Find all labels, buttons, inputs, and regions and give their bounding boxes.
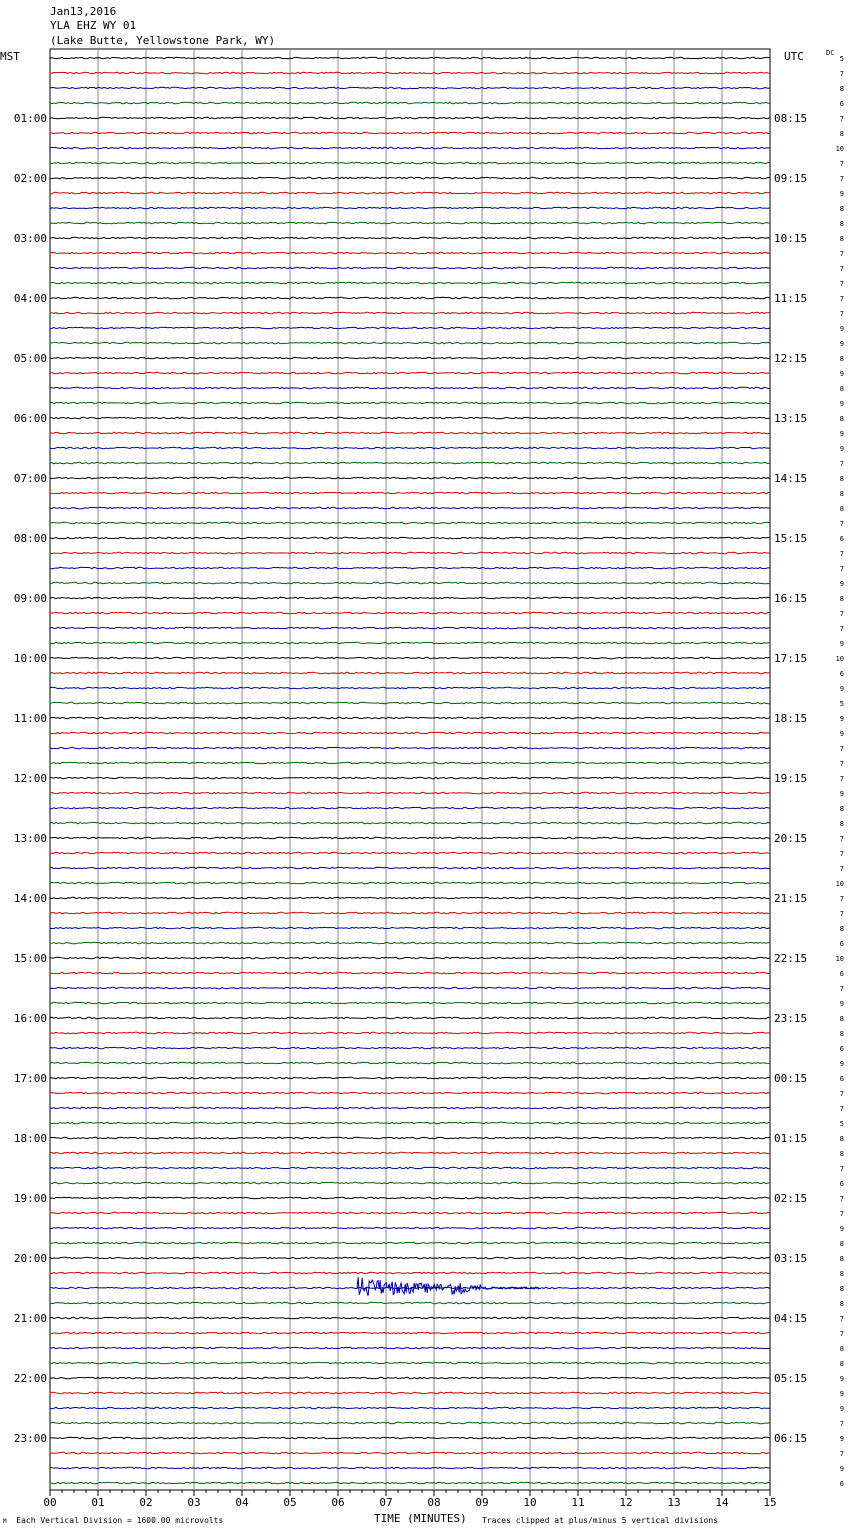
trace-19 bbox=[50, 342, 770, 344]
dc-offset-label: 8 bbox=[839, 205, 844, 213]
dc-offset-label: 8 bbox=[839, 595, 844, 603]
dc-offset-label: 8 bbox=[839, 505, 844, 513]
dc-offset-label: 7 bbox=[839, 1450, 844, 1458]
dc-offset-label: 9 bbox=[839, 580, 844, 588]
utc-hour-label: 23:15 bbox=[774, 1012, 808, 1025]
trace-64 bbox=[50, 1017, 770, 1019]
mst-hour-label: 05:00 bbox=[13, 352, 47, 365]
trace-92 bbox=[50, 1437, 770, 1439]
trace-41 bbox=[50, 672, 770, 674]
dc-offset-label: 6 bbox=[839, 670, 844, 678]
trace-63 bbox=[50, 1002, 770, 1004]
x-tick-label: 01 bbox=[91, 1496, 105, 1509]
dc-offset-label: 9 bbox=[839, 640, 844, 648]
mst-hour-label: 12:00 bbox=[13, 772, 47, 785]
trace-24 bbox=[50, 417, 770, 419]
dc-offset-label: 7 bbox=[839, 520, 844, 528]
x-tick-label: 09 bbox=[475, 1496, 489, 1509]
trace-18 bbox=[50, 327, 770, 329]
dc-offset-label: 9 bbox=[839, 190, 844, 198]
trace-74 bbox=[50, 1167, 770, 1169]
x-tick-label: 12 bbox=[619, 1496, 633, 1509]
trace-5 bbox=[50, 132, 770, 134]
dc-offset-label: 8 bbox=[839, 1300, 844, 1308]
x-tick-label: 11 bbox=[571, 1496, 585, 1509]
dc-offset-label: 8 bbox=[839, 1360, 844, 1368]
mst-hour-label: 22:00 bbox=[13, 1372, 47, 1385]
utc-hour-label: 19:15 bbox=[774, 772, 808, 785]
dc-offset-label: 8 bbox=[839, 220, 844, 228]
dc-offset-label: 8 bbox=[839, 1030, 844, 1038]
trace-60 bbox=[50, 957, 770, 959]
x-tick-label: 03 bbox=[187, 1496, 201, 1509]
trace-1 bbox=[50, 72, 770, 74]
trace-77 bbox=[50, 1212, 770, 1214]
utc-hour-label: 00:15 bbox=[774, 1072, 808, 1085]
trace-3 bbox=[50, 102, 770, 104]
dc-offset-label: 7 bbox=[839, 265, 844, 273]
dc-offset-label: 10 bbox=[835, 145, 844, 153]
trace-94 bbox=[50, 1467, 770, 1469]
dc-offset-label: 7 bbox=[839, 1330, 844, 1338]
dc-offset-label: 7 bbox=[839, 70, 844, 78]
dc-offset-label: 8 bbox=[839, 1285, 844, 1293]
trace-52 bbox=[50, 837, 770, 839]
trace-66 bbox=[50, 1047, 770, 1049]
x-tick-label: 04 bbox=[235, 1496, 249, 1509]
dc-offset-label: 6 bbox=[839, 535, 844, 543]
trace-68 bbox=[50, 1077, 770, 1079]
right-timezone-label: UTC bbox=[784, 50, 804, 63]
trace-87 bbox=[50, 1362, 770, 1364]
trace-83 bbox=[50, 1302, 770, 1304]
dc-offset-label: 7 bbox=[839, 1420, 844, 1428]
trace-73 bbox=[50, 1152, 770, 1154]
dc-offset-label: 7 bbox=[839, 1315, 844, 1323]
dc-offset-label: 7 bbox=[839, 175, 844, 183]
dc-offset-label: 7 bbox=[839, 865, 844, 873]
trace-67 bbox=[50, 1062, 770, 1064]
x-tick-label: 07 bbox=[379, 1496, 393, 1509]
trace-23 bbox=[50, 402, 770, 404]
trace-47 bbox=[50, 762, 770, 764]
trace-65 bbox=[50, 1032, 770, 1034]
mst-hour-label: 08:00 bbox=[13, 532, 47, 545]
trace-79 bbox=[50, 1242, 770, 1244]
trace-56 bbox=[50, 897, 770, 899]
trace-69 bbox=[50, 1092, 770, 1094]
utc-hour-label: 03:15 bbox=[774, 1252, 808, 1265]
trace-54 bbox=[50, 867, 770, 869]
dc-offset-label: 9 bbox=[839, 400, 844, 408]
trace-9 bbox=[50, 192, 770, 194]
dc-offset-label: 8 bbox=[839, 1150, 844, 1158]
mst-hour-label: 03:00 bbox=[13, 232, 47, 245]
mst-hour-label: 18:00 bbox=[13, 1132, 47, 1145]
mst-hour-label: 13:00 bbox=[13, 832, 47, 845]
dc-offset-label: 8 bbox=[839, 805, 844, 813]
x-axis-label: TIME (MINUTES) bbox=[374, 1512, 467, 1525]
trace-34 bbox=[50, 567, 770, 569]
dc-offset-label: 6 bbox=[839, 1045, 844, 1053]
trace-76 bbox=[50, 1197, 770, 1199]
mst-hour-label: 16:00 bbox=[13, 1012, 47, 1025]
utc-hour-label: 12:15 bbox=[774, 352, 808, 365]
trace-39 bbox=[50, 642, 770, 644]
dc-offset-label: 9 bbox=[839, 790, 844, 798]
dc-offset-label: 7 bbox=[839, 610, 844, 618]
dc-offset-label: 10 bbox=[835, 655, 844, 663]
dc-offset-label: 8 bbox=[839, 1240, 844, 1248]
trace-53 bbox=[50, 852, 770, 854]
trace-75 bbox=[50, 1182, 770, 1184]
utc-hour-label: 22:15 bbox=[774, 952, 808, 965]
dc-offset-label: 9 bbox=[839, 715, 844, 723]
mst-hour-label: 11:00 bbox=[13, 712, 47, 725]
utc-hour-label: 13:15 bbox=[774, 412, 808, 425]
trace-15 bbox=[50, 282, 770, 284]
utc-hour-label: 15:15 bbox=[774, 532, 808, 545]
dc-offset-header: DC bbox=[826, 49, 835, 57]
utc-hour-label: 17:15 bbox=[774, 652, 808, 665]
trace-31 bbox=[50, 522, 770, 524]
utc-hour-label: 06:15 bbox=[774, 1432, 808, 1445]
dc-offset-label: 9 bbox=[839, 1060, 844, 1068]
trace-59 bbox=[50, 942, 770, 944]
dc-offset-label: 7 bbox=[839, 1210, 844, 1218]
dc-offset-label: 5 bbox=[839, 700, 844, 708]
trace-40 bbox=[50, 657, 770, 659]
dc-offset-label: 7 bbox=[839, 1195, 844, 1203]
trace-88 bbox=[50, 1377, 770, 1379]
trace-33 bbox=[50, 552, 770, 554]
trace-10 bbox=[50, 207, 770, 209]
dc-offset-label: 7 bbox=[839, 745, 844, 753]
clipping-note: Traces clipped at plus/minus 5 vertical divisions bbox=[482, 1516, 719, 1525]
trace-70 bbox=[50, 1107, 770, 1109]
dc-offset-label: 6 bbox=[839, 970, 844, 978]
dc-offset-label: 7 bbox=[839, 985, 844, 993]
utc-hour-label: 21:15 bbox=[774, 892, 808, 905]
mst-hour-label: 23:00 bbox=[13, 1432, 47, 1445]
dc-offset-label: 8 bbox=[839, 1345, 844, 1353]
dc-offset-label: 8 bbox=[839, 475, 844, 483]
dc-offset-label: 8 bbox=[839, 85, 844, 93]
trace-27 bbox=[50, 462, 770, 464]
utc-hour-label: 02:15 bbox=[774, 1192, 808, 1205]
dc-offset-label: 9 bbox=[839, 370, 844, 378]
trace-86 bbox=[50, 1347, 770, 1349]
x-tick-label: 06 bbox=[331, 1496, 345, 1509]
mst-hour-label: 15:00 bbox=[13, 952, 47, 965]
trace-42 bbox=[50, 687, 770, 689]
mst-hour-label: 19:00 bbox=[13, 1192, 47, 1205]
dc-offset-label: 7 bbox=[839, 910, 844, 918]
dc-offset-label: 9 bbox=[839, 445, 844, 453]
trace-22 bbox=[50, 387, 770, 389]
mst-hour-label: 04:00 bbox=[13, 292, 47, 305]
dc-offset-label: 7 bbox=[839, 760, 844, 768]
dc-offset-label: 9 bbox=[839, 1375, 844, 1383]
trace-38 bbox=[50, 627, 770, 629]
trace-89 bbox=[50, 1392, 770, 1394]
trace-57 bbox=[50, 912, 770, 914]
vertical-division-note bbox=[3, 1516, 223, 1525]
dc-offset-label: 5 bbox=[839, 55, 844, 63]
trace-32 bbox=[50, 537, 770, 539]
station-code: YLA EHZ WY 01 bbox=[50, 19, 137, 32]
dc-offset-label: 9 bbox=[839, 1435, 844, 1443]
dc-offset-label: 7 bbox=[839, 625, 844, 633]
x-tick-label: 08 bbox=[427, 1496, 441, 1509]
trace-11 bbox=[50, 222, 770, 224]
mst-hour-label: 07:00 bbox=[13, 472, 47, 485]
trace-35 bbox=[50, 582, 770, 584]
dc-offset-label: 8 bbox=[839, 355, 844, 363]
utc-hour-label: 18:15 bbox=[774, 712, 808, 725]
utc-hour-label: 09:15 bbox=[774, 172, 808, 185]
trace-17 bbox=[50, 312, 770, 314]
trace-16 bbox=[50, 297, 770, 299]
dc-offset-label: 7 bbox=[839, 895, 844, 903]
x-tick-label: 02 bbox=[139, 1496, 153, 1509]
left-timezone-label: MST bbox=[0, 50, 20, 63]
dc-offset-label: 7 bbox=[839, 160, 844, 168]
mst-hour-label: 21:00 bbox=[13, 1312, 47, 1325]
dc-offset-label: 9 bbox=[839, 730, 844, 738]
trace-29 bbox=[50, 492, 770, 494]
utc-hour-label: 08:15 bbox=[774, 112, 808, 125]
trace-50 bbox=[50, 807, 770, 809]
trace-43 bbox=[50, 702, 770, 704]
dc-offset-label: 7 bbox=[839, 280, 844, 288]
trace-93 bbox=[50, 1452, 770, 1454]
trace-51 bbox=[50, 822, 770, 824]
trace-55 bbox=[50, 882, 770, 884]
trace-26 bbox=[50, 447, 770, 449]
dc-offset-label: 7 bbox=[839, 115, 844, 123]
utc-hour-label: 14:15 bbox=[774, 472, 808, 485]
mst-hour-label: 20:00 bbox=[13, 1252, 47, 1265]
trace-49 bbox=[50, 792, 770, 794]
dc-offset-label: 7 bbox=[839, 295, 844, 303]
utc-hour-label: 05:15 bbox=[774, 1372, 808, 1385]
mst-hour-label: 10:00 bbox=[13, 652, 47, 665]
trace-84 bbox=[50, 1317, 770, 1319]
mst-hour-label: 06:00 bbox=[13, 412, 47, 425]
dc-offset-label: 6 bbox=[839, 1180, 844, 1188]
dc-offset-label: 8 bbox=[839, 1015, 844, 1023]
utc-hour-label: 20:15 bbox=[774, 832, 808, 845]
dc-offset-label: 8 bbox=[839, 1135, 844, 1143]
dc-offset-label: 9 bbox=[839, 1225, 844, 1233]
dc-offset-label: 7 bbox=[839, 310, 844, 318]
dc-offset-label: 10 bbox=[835, 955, 844, 963]
trace-7 bbox=[50, 162, 770, 164]
dc-offset-label: 6 bbox=[839, 1075, 844, 1083]
station-location: (Lake Butte, Yellowstone Park, WY) bbox=[50, 34, 276, 47]
vertical-division-text: Each Vertical Division = 1600.00 microvolts bbox=[16, 1516, 224, 1525]
trace-61 bbox=[50, 972, 770, 974]
mst-hour-label: 09:00 bbox=[13, 592, 47, 605]
x-tick-label: 10 bbox=[523, 1496, 537, 1509]
trace-28 bbox=[50, 477, 770, 479]
utc-hour-label: 16:15 bbox=[774, 592, 808, 605]
seismic-event-waveform bbox=[357, 1277, 539, 1295]
dc-offset-label: 7 bbox=[839, 1105, 844, 1113]
dc-offset-label: 8 bbox=[839, 130, 844, 138]
dc-offset-label: 9 bbox=[839, 430, 844, 438]
trace-58 bbox=[50, 927, 770, 929]
mst-hour-label: 01:00 bbox=[13, 112, 47, 125]
trace-2 bbox=[50, 87, 770, 89]
trace-81 bbox=[50, 1272, 770, 1274]
dc-offset-label: 8 bbox=[839, 1255, 844, 1263]
trace-8 bbox=[50, 177, 770, 179]
dc-offset-label: 9 bbox=[839, 1390, 844, 1398]
plot-date: Jan13,2016 bbox=[50, 5, 117, 18]
corner-mark: M bbox=[3, 1518, 7, 1525]
trace-25 bbox=[50, 432, 770, 434]
trace-82 bbox=[50, 1287, 770, 1289]
trace-13 bbox=[50, 252, 770, 254]
dc-offset-label: 5 bbox=[839, 1120, 844, 1128]
dc-offset-label: 7 bbox=[839, 460, 844, 468]
utc-hour-label: 04:15 bbox=[774, 1312, 808, 1325]
dc-offset-label: 8 bbox=[839, 925, 844, 933]
x-tick-label: 14 bbox=[715, 1496, 729, 1509]
utc-hour-label: 11:15 bbox=[774, 292, 808, 305]
dc-offset-label: 8 bbox=[839, 490, 844, 498]
trace-48 bbox=[50, 777, 770, 779]
dc-offset-label: 8 bbox=[839, 385, 844, 393]
dc-offset-label: 8 bbox=[839, 235, 844, 243]
dc-offset-label: 8 bbox=[839, 1270, 844, 1278]
dc-offset-label: 7 bbox=[839, 250, 844, 258]
trace-45 bbox=[50, 732, 770, 734]
dc-offset-label: 9 bbox=[839, 1405, 844, 1413]
trace-0 bbox=[50, 57, 770, 59]
dc-offset-label: 7 bbox=[839, 550, 844, 558]
trace-90 bbox=[50, 1407, 770, 1409]
dc-offset-label: 9 bbox=[839, 340, 844, 348]
trace-4 bbox=[50, 117, 770, 119]
dc-offset-label: 6 bbox=[839, 1480, 844, 1488]
dc-offset-label: 7 bbox=[839, 565, 844, 573]
dc-offset-label: 9 bbox=[839, 325, 844, 333]
trace-36 bbox=[50, 597, 770, 599]
trace-91 bbox=[50, 1422, 770, 1424]
dc-offset-label: 10 bbox=[835, 880, 844, 888]
trace-80 bbox=[50, 1257, 770, 1259]
x-tick-label: 00 bbox=[43, 1496, 57, 1509]
utc-hour-label: 10:15 bbox=[774, 232, 808, 245]
trace-20 bbox=[50, 357, 770, 359]
trace-44 bbox=[50, 717, 770, 719]
dc-offset-label: 7 bbox=[839, 850, 844, 858]
x-tick-label: 13 bbox=[667, 1496, 681, 1509]
dc-offset-label: 7 bbox=[839, 835, 844, 843]
utc-hour-label: 01:15 bbox=[774, 1132, 808, 1145]
trace-6 bbox=[50, 147, 770, 149]
x-tick-label: 05 bbox=[283, 1496, 297, 1509]
trace-72 bbox=[50, 1137, 770, 1139]
dc-offset-label: 6 bbox=[839, 940, 844, 948]
trace-14 bbox=[50, 267, 770, 269]
trace-85 bbox=[50, 1332, 770, 1334]
x-tick-label: 15 bbox=[763, 1496, 777, 1509]
trace-78 bbox=[50, 1227, 770, 1229]
dc-offset-label: 6 bbox=[839, 100, 844, 108]
dc-offset-label: 9 bbox=[839, 1465, 844, 1473]
trace-37 bbox=[50, 612, 770, 614]
dc-offset-label: 7 bbox=[839, 1165, 844, 1173]
trace-62 bbox=[50, 987, 770, 989]
dc-offset-label: 7 bbox=[839, 775, 844, 783]
mst-hour-label: 14:00 bbox=[13, 892, 47, 905]
dc-offset-label: 9 bbox=[839, 1000, 844, 1008]
trace-12 bbox=[50, 237, 770, 239]
trace-71 bbox=[50, 1122, 770, 1124]
dc-offset-label: 9 bbox=[839, 685, 844, 693]
trace-30 bbox=[50, 507, 770, 509]
dc-offset-label: 8 bbox=[839, 820, 844, 828]
dc-offset-label: 8 bbox=[839, 415, 844, 423]
trace-95 bbox=[50, 1482, 770, 1484]
trace-21 bbox=[50, 372, 770, 374]
trace-46 bbox=[50, 747, 770, 749]
mst-hour-label: 17:00 bbox=[13, 1072, 47, 1085]
mst-hour-label: 02:00 bbox=[13, 172, 47, 185]
dc-offset-label: 7 bbox=[839, 1090, 844, 1098]
